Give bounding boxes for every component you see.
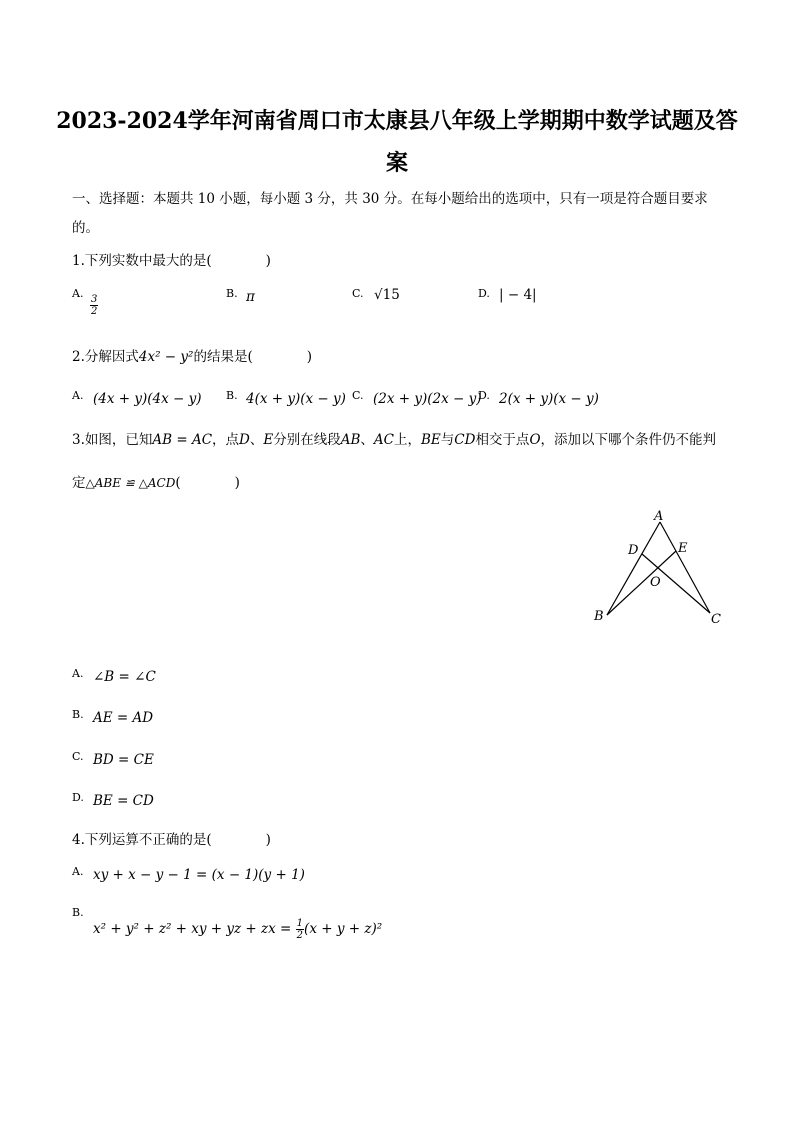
fraction-denominator: 2: [296, 930, 304, 941]
option-b-math: π: [246, 289, 255, 305]
option-b-fraction: [296, 918, 304, 941]
question-4-stem: 4.下列运算不正确的是( ): [72, 832, 271, 848]
question-1-stem: 1.下列实数中最大的是( ): [72, 253, 271, 269]
q3-math: AB: [340, 432, 361, 448]
q3-text: 相交于点: [475, 432, 530, 448]
section-instructions-continued: 的。: [72, 220, 99, 236]
option-c-math: √15: [374, 287, 400, 303]
option-d-label: D.: [478, 389, 490, 402]
question-3-stem-continued: [72, 471, 240, 491]
q3-math: CD: [454, 432, 476, 448]
option-c-label: C.: [72, 750, 84, 763]
segment-be: [607, 551, 676, 615]
option-c-label: C.: [352, 389, 364, 402]
option-a-fraction: [90, 294, 98, 317]
q3-text: 分别在线段: [273, 432, 341, 448]
option-a-math: ∠B = ∠C: [93, 669, 156, 685]
label-a: A: [654, 509, 664, 524]
section-instructions: 一、选择题：本题共 10 小题，每小题 3 分，共 30 分。在每小题给出的选项中，只有一项是符合题目要求: [72, 191, 708, 207]
option-d-math: BE = CD: [93, 793, 154, 809]
q2-stem-text-end: 的结果是( ): [193, 349, 312, 365]
fraction-denominator: 2: [91, 306, 98, 317]
page-title-continued: 案: [385, 150, 408, 176]
q3-text: 3.如图，已知: [72, 432, 153, 448]
q3-text: 、: [360, 432, 374, 448]
option-a-math: xy + x − y − 1 = (x − 1)(y + 1): [93, 867, 305, 883]
option-b-math-left: x² + y² + z² + xy + yz + zx =: [93, 921, 296, 937]
q3-math: D: [239, 432, 250, 448]
label-b: B: [594, 609, 604, 624]
option-b-label: B.: [226, 287, 238, 300]
option-d-math: 2(x + y)(x − y): [499, 391, 599, 407]
q3-text: ( ): [175, 475, 240, 491]
q2-stem-text: 2.分解因式: [72, 349, 139, 365]
option-a-label: A.: [72, 865, 84, 878]
q3-math: AB = AC: [152, 432, 213, 448]
q3-math: BE: [421, 432, 441, 448]
q3-text: 定: [72, 475, 86, 491]
label-e: E: [678, 541, 688, 556]
q3-text: 上，: [394, 432, 421, 448]
option-b-label: B.: [226, 389, 238, 402]
fraction-numerator: 3: [91, 294, 98, 305]
q3-math: O: [529, 432, 541, 448]
label-d: D: [628, 543, 639, 558]
option-b-math: AE = AD: [93, 710, 154, 726]
question-2-stem: [72, 345, 312, 365]
triangle-figure: [588, 505, 728, 630]
segment-ac: [660, 522, 710, 613]
option-c-math: BD = CE: [93, 752, 154, 768]
q2-stem-math: 4x² − y²: [138, 349, 194, 365]
q3-text: 与: [440, 432, 455, 448]
option-b-math: [93, 918, 382, 941]
q3-text: ，添加以下哪个条件仍不能判: [540, 432, 717, 448]
option-c-math: (2x + y)(2x − y): [373, 391, 482, 407]
option-b-label: B.: [72, 708, 84, 721]
option-c-label: C.: [352, 287, 364, 300]
q3-text: 、: [249, 432, 264, 448]
fraction-numerator: 1: [296, 918, 304, 929]
q3-text: ，点: [212, 432, 240, 448]
option-d-math: | − 4|: [499, 287, 537, 303]
option-a-label: A.: [72, 287, 84, 300]
option-b-math: 4(x + y)(x − y): [246, 391, 346, 407]
option-b-label: B.: [72, 906, 84, 919]
q3-math: △ABE ≌ △ACD: [85, 476, 176, 490]
label-o: O: [650, 575, 661, 590]
option-b-math-right: (x + y + z)²: [304, 921, 383, 937]
label-c: C: [711, 612, 721, 627]
segment-ab: [607, 522, 660, 615]
q3-math: E: [263, 432, 274, 448]
option-a-label: A.: [72, 389, 84, 402]
page-title: 2023-2024学年河南省周口市太康县八年级上学期期中数学试题及答: [56, 108, 738, 134]
question-3-stem: [72, 428, 716, 448]
option-a-label: A.: [72, 667, 84, 680]
option-d-label: D.: [72, 791, 84, 804]
option-d-label: D.: [478, 287, 490, 300]
q3-math: AC: [373, 432, 394, 448]
option-a-math: (4x + y)(4x − y): [93, 391, 202, 407]
